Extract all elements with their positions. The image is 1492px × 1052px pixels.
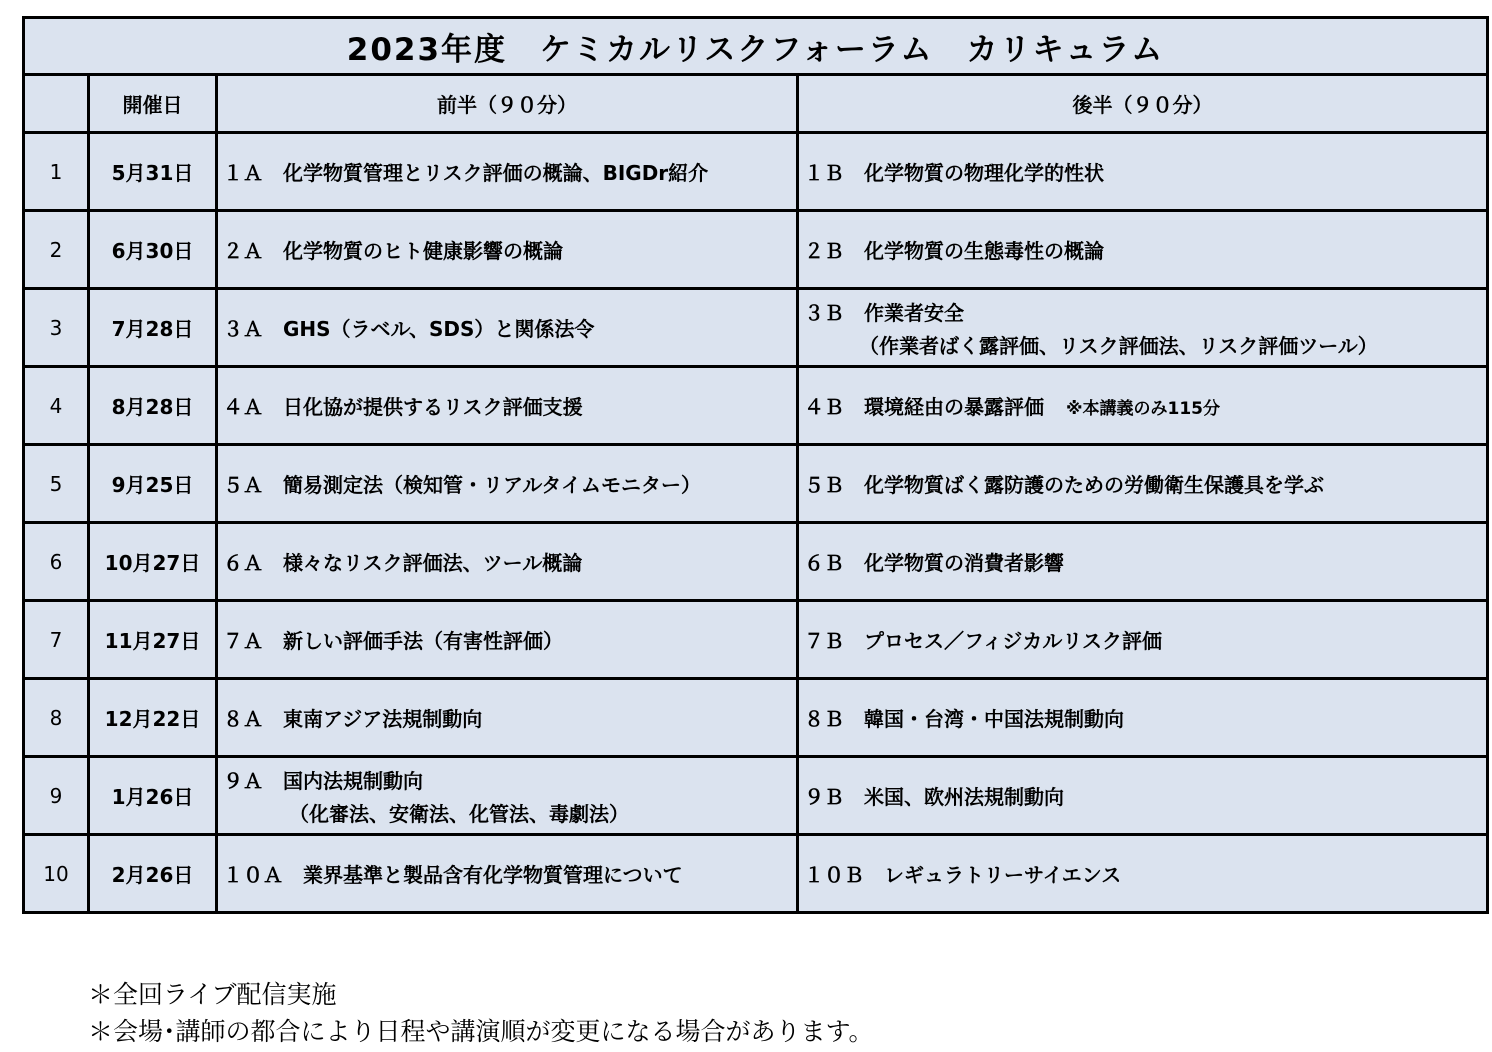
session-date: 7月28日 <box>89 289 217 367</box>
second-half-session <box>798 289 1488 367</box>
first-half-title: 簡易測定法（検知管・リアルタイムモニター） <box>283 473 701 497</box>
session-number: 2 <box>24 211 89 289</box>
second-half-title: 化学物質の消費者影響 <box>864 551 1064 575</box>
table-row <box>24 211 1488 289</box>
second-half-main-line <box>804 785 1064 809</box>
first-half-main-line <box>223 863 683 887</box>
second-half-code: ７Ｂ <box>804 629 844 653</box>
second-half-code: ６Ｂ <box>804 551 844 575</box>
header-date: 開催日 <box>89 75 217 133</box>
session-number: 8 <box>24 679 89 757</box>
session-date: 8月28日 <box>89 367 217 445</box>
second-half-title: プロセス／フィジカルリスク評価 <box>864 629 1162 653</box>
first-half-title: 業界基準と製品含有化学物質管理について <box>303 863 683 887</box>
second-half-session <box>798 757 1488 835</box>
second-half-title: 化学物質の生態毒性の概論 <box>864 239 1104 263</box>
footnote-live-streaming: ＊全回ライブ配信実施 <box>88 980 337 1009</box>
session-number: 7 <box>24 601 89 679</box>
table-row <box>24 133 1488 211</box>
second-half-code: ５Ｂ <box>804 473 844 497</box>
second-half-code: ３Ｂ <box>804 300 844 325</box>
session-number: 6 <box>24 523 89 601</box>
table-row <box>24 601 1488 679</box>
second-half-code: ９Ｂ <box>804 785 844 809</box>
curriculum-table <box>22 16 1489 914</box>
first-half-code: ４Ａ <box>223 395 263 419</box>
second-half-code: １０Ｂ <box>804 863 864 887</box>
first-half-title: 東南アジア法規制動向 <box>283 707 483 731</box>
first-half-session <box>217 289 798 367</box>
first-half-main-line <box>223 473 701 497</box>
table-row <box>24 757 1488 835</box>
table-row <box>24 289 1488 367</box>
first-half-title: 国内法規制動向 <box>283 768 423 793</box>
second-half-subtitle: （作業者ばく露評価、リスク評価法、リスク評価ツール） <box>859 333 1378 358</box>
first-half-session <box>217 133 798 211</box>
session-date: 10月27日 <box>89 523 217 601</box>
first-half-session <box>217 757 798 835</box>
first-half-main-line <box>223 161 708 185</box>
session-number: 9 <box>24 757 89 835</box>
second-half-title: 環境経由の暴露評価 <box>864 395 1044 419</box>
session-date: 11月27日 <box>89 601 217 679</box>
first-half-code: ３Ａ <box>223 317 263 341</box>
first-half-title: GHS（ラベル、SDS）と関係法令 <box>283 317 595 341</box>
second-half-main-line <box>804 239 1104 263</box>
first-half-main-line <box>223 769 423 793</box>
header-number <box>24 75 89 133</box>
first-half-main-line <box>223 239 563 263</box>
first-half-session <box>217 367 798 445</box>
footnotes <box>88 976 874 1050</box>
first-half-code: ７Ａ <box>223 629 263 653</box>
table-row <box>24 523 1488 601</box>
second-half-code: ２Ｂ <box>804 239 844 263</box>
first-half-session <box>217 523 798 601</box>
second-half-session <box>798 601 1488 679</box>
second-half-title: 韓国・台湾・中国法規制動向 <box>864 707 1124 731</box>
first-half-title: 新しい評価手法（有害性評価） <box>283 629 563 653</box>
second-half-session <box>798 679 1488 757</box>
second-half-main-line <box>804 301 964 325</box>
session-date: 9月25日 <box>89 445 217 523</box>
session-number: 5 <box>24 445 89 523</box>
first-half-code: ６Ａ <box>223 551 263 575</box>
first-half-session <box>217 445 798 523</box>
second-half-title: 化学物質ばく露防護のための労働衛生保護具を学ぶ <box>864 473 1324 497</box>
first-half-session <box>217 211 798 289</box>
second-half-main-line <box>804 629 1162 653</box>
second-half-main-line <box>804 395 1220 419</box>
first-half-title: 化学物質のヒト健康影響の概論 <box>283 239 563 263</box>
table-row <box>24 679 1488 757</box>
first-half-session <box>217 679 798 757</box>
header-second-half: 後半（９０分） <box>798 75 1488 133</box>
table-row <box>24 835 1488 913</box>
second-half-code: ８Ｂ <box>804 707 844 731</box>
first-half-subtitle: （化審法、安衛法、化管法、毒劇法） <box>289 801 629 826</box>
first-half-title: 様々なリスク評価法、ツール概論 <box>283 551 583 575</box>
header-first-half: 前半（９０分） <box>217 75 798 133</box>
first-half-code: １Ａ <box>223 161 263 185</box>
second-half-title: レギュラトリーサイエンス <box>884 863 1122 887</box>
second-half-title: 米国、欧州法規制動向 <box>864 785 1064 809</box>
second-half-main-line <box>804 161 1104 185</box>
session-date: 12月22日 <box>89 679 217 757</box>
second-half-session <box>798 523 1488 601</box>
second-half-main-line <box>804 551 1064 575</box>
first-half-main-line <box>223 395 583 419</box>
first-half-main-line <box>223 317 594 341</box>
first-half-code: ８Ａ <box>223 707 263 731</box>
second-half-title: 化学物質の物理化学的性状 <box>864 161 1104 185</box>
second-half-session <box>798 133 1488 211</box>
first-half-title: 化学物質管理とリスク評価の概論、BIGDr紹介 <box>283 161 709 185</box>
second-half-main-line <box>804 473 1324 497</box>
first-half-code: ９Ａ <box>223 768 263 793</box>
first-half-code: １０Ａ <box>223 863 283 887</box>
first-half-main-line <box>223 629 563 653</box>
second-half-code: １Ｂ <box>804 161 844 185</box>
second-half-note: ※本講義のみ115分 <box>1066 399 1221 419</box>
first-half-main-line <box>223 707 482 731</box>
second-half-title: 作業者安全 <box>864 300 964 325</box>
second-half-session <box>798 211 1488 289</box>
first-half-session <box>217 601 798 679</box>
session-number: 1 <box>24 133 89 211</box>
session-number: 4 <box>24 367 89 445</box>
first-half-main-line <box>223 551 582 575</box>
second-half-main-line <box>804 707 1124 731</box>
footnote-schedule-change: ＊会場･講師の都合により日程や講演順が変更になる場合があります。 <box>88 1017 874 1046</box>
first-half-title: 日化協が提供するリスク評価支援 <box>283 395 583 419</box>
first-half-code: ５Ａ <box>223 473 263 497</box>
second-half-code: ４Ｂ <box>804 395 844 419</box>
table-title: 2023年度 ケミカルリスクフォーラム カリキュラム <box>24 18 1488 75</box>
session-date: 2月26日 <box>89 835 217 913</box>
second-half-session <box>798 835 1488 913</box>
session-date: 6月30日 <box>89 211 217 289</box>
second-half-main-line <box>804 863 1121 887</box>
session-date: 1月26日 <box>89 757 217 835</box>
curriculum-rows <box>24 133 1488 913</box>
session-number: 10 <box>24 835 89 913</box>
first-half-session <box>217 835 798 913</box>
session-date: 5月31日 <box>89 133 217 211</box>
table-row <box>24 445 1488 523</box>
first-half-code: ２Ａ <box>223 239 263 263</box>
session-number: 3 <box>24 289 89 367</box>
second-half-session <box>798 367 1488 445</box>
header-row <box>24 75 1488 133</box>
second-half-session <box>798 445 1488 523</box>
table-row <box>24 367 1488 445</box>
